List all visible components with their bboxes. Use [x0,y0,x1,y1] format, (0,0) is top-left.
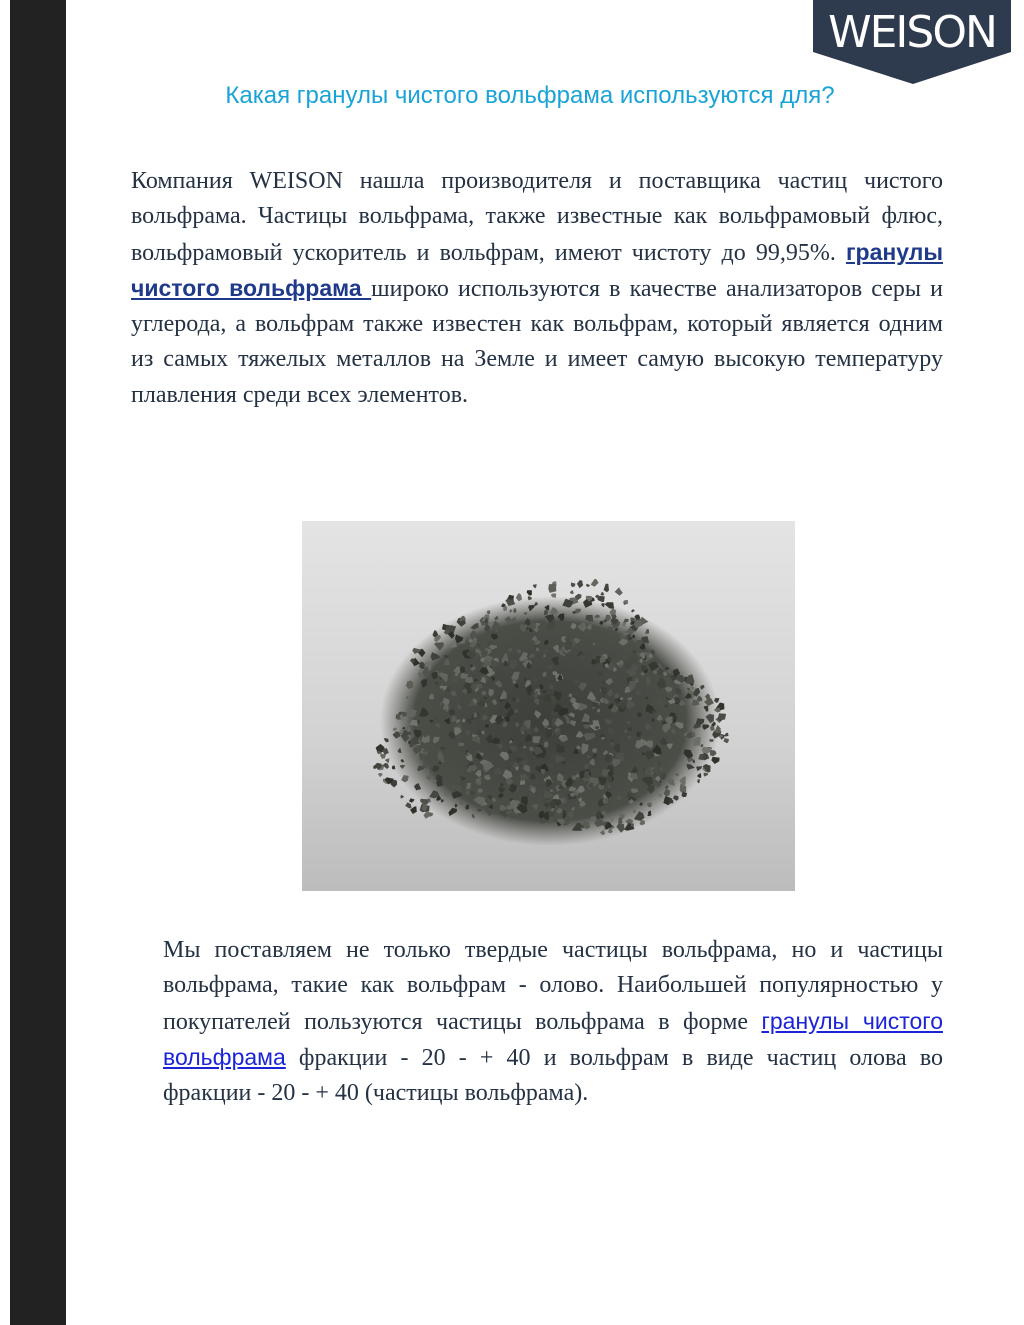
pure-tungsten-granules-link[interactable]: гранулы чистого вольфрама [131,238,943,301]
granule [710,739,714,742]
supply-paragraph [163,933,943,1111]
pure-tungsten-granules-link-2[interactable]: гранулы чистого вольфрама [163,1007,943,1070]
granule [591,816,597,822]
intro-text-end: широко используются в качестве анализаторов серы и углерода, а вольфрам также известен как вольфрам, который является одним из самых тяжелых металлов на Земле и имеет самую высокую температуру плавления среди всех элементов. [131,275,943,408]
intro-text-start: Компания WEISON нашла производителя и поставщика частиц чистого вольфрама. Частицы вольфрама, также известные как вольфрамовый флюс, вольфрамовый ускоритель и вольфрам, имеют чистоту до 99,95%. [131,168,943,266]
weison-logo [813,0,1011,84]
granule [478,789,482,793]
page-title: Какая гранулы чистого вольфрама используются для? [225,82,835,109]
left-side-bar [10,0,66,1325]
supply-text-start: Мы поставляем не только твердые частицы вольфрама, но и частицы вольфрама, такие как вольфрам - олово. Наибольшей популярностью у покупателей пользуются частицы вольфрама в форме [163,937,943,1035]
intro-paragraph [131,164,943,413]
granule [718,713,727,720]
supply-text-end: фракции - 20 - + 40 и вольфрам в виде частиц олова во фракции - 20 - + 40 (частицы вольфрама). [163,1044,943,1107]
granule [614,693,619,698]
granule [572,775,576,780]
tungsten-granules-photo [302,521,795,891]
logo-text: WEISON [828,7,996,58]
